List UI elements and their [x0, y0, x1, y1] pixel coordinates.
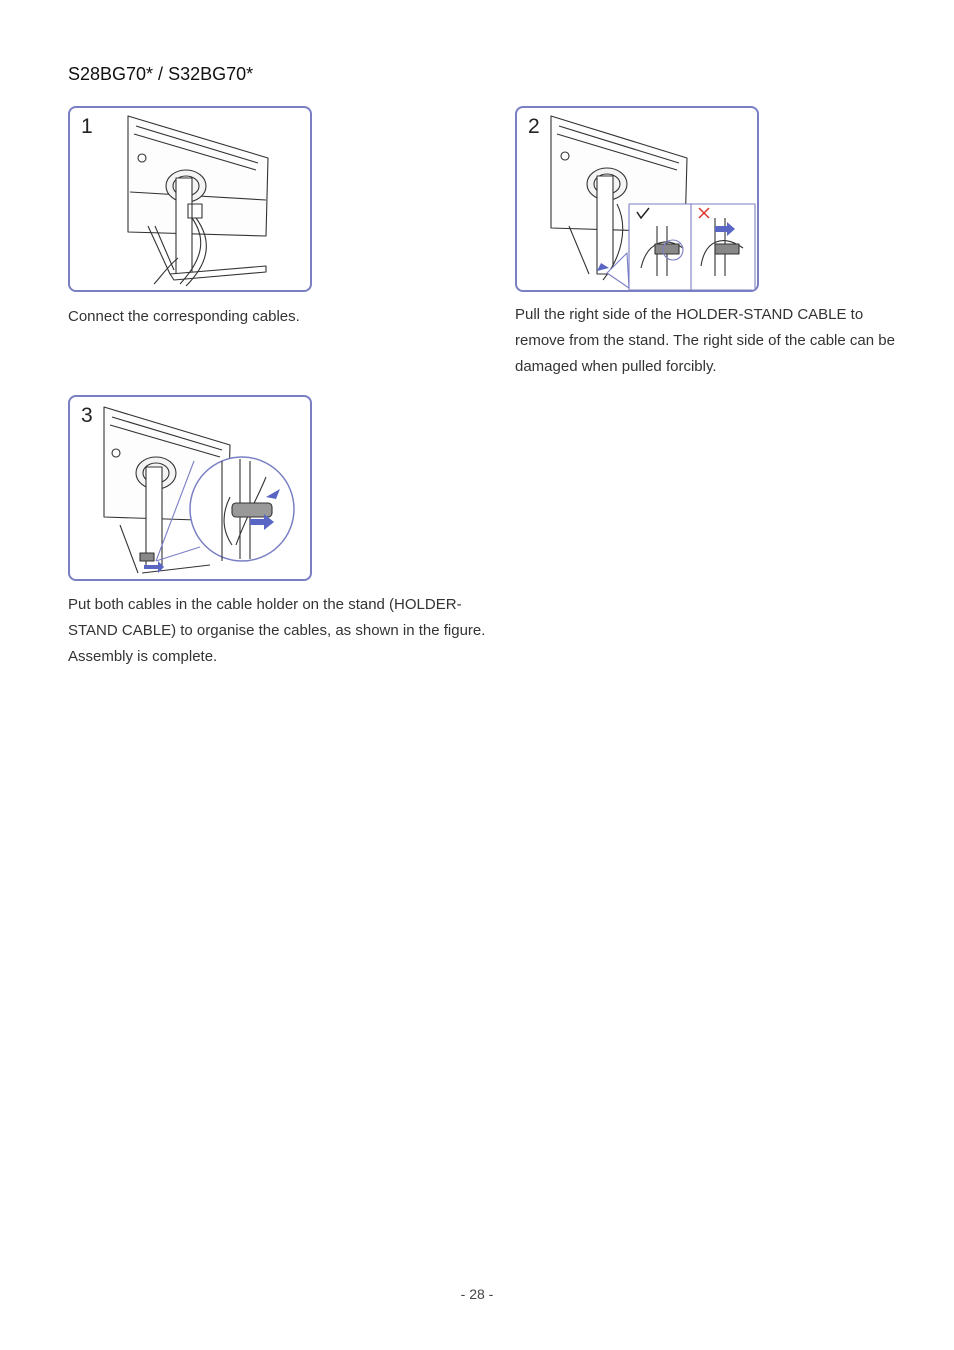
step-2-text: Pull the right side of the HOLDER-STAND CABLE to remove from the stand. The right side of the cable can be damaged when pulled forcibly. — [515, 306, 895, 375]
step-1-illustration — [68, 106, 312, 292]
page-number: - 28 - — [460, 1286, 494, 1302]
cable-organise-drawing — [70, 397, 312, 581]
cable-holder-removal-drawing — [517, 108, 759, 292]
step-2-number: 2 — [528, 115, 540, 138]
step-3-text: Put both cables in the cable holder on the stand (HOLDER-STAND CABLE) to organise the cables, as shown in the figure. Assembly is complete. — [68, 596, 486, 665]
model-title: S28BG70* / S32BG70* — [68, 64, 254, 84]
step-3-number: 3 — [81, 404, 93, 427]
step-1-number: 1 — [81, 115, 93, 138]
monitor-cable-connect-drawing — [70, 108, 312, 292]
step-1-text: Connect the corresponding cables. — [68, 308, 300, 325]
step-2-illustration — [515, 106, 759, 292]
step-3-illustration — [68, 395, 312, 581]
